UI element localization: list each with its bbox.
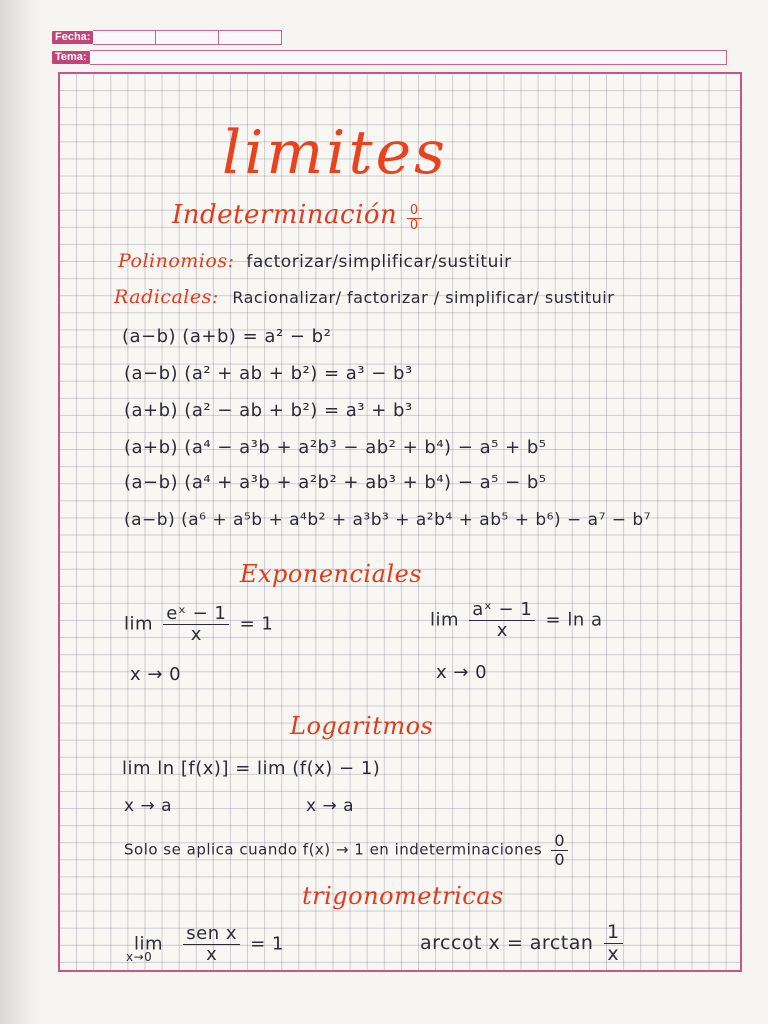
radicales-label: Radicales: (114, 286, 219, 308)
log-note-fraction: $\frac{0}{0}$ (551, 832, 568, 868)
log-note: Solo se aplica cuando f(x) → 1 en indeterminaciones $\frac{0}{0}$ (124, 832, 572, 868)
log-limit-subscript-2: x → a (306, 796, 355, 816)
logaritmos-heading: Logaritmos (290, 712, 434, 740)
radicales-text: Racionalizar/ factorizar / simplificar/ sustituir (232, 288, 615, 307)
polinomios-label: Polinomios: (118, 250, 235, 272)
identity-line: (a−b) (a⁶ + a⁵b + a⁴b² + a³b³ + a²b⁴ + ab⁵ + b⁶) − a⁷ − b⁷ (124, 510, 652, 530)
tema-box (90, 50, 727, 65)
exp-limit-2-fraction: $\frac{\text{aˣ − 1}}{x}$ (469, 600, 535, 641)
fecha-box-day (93, 30, 156, 45)
exp-limit-2-subscript: x → 0 (436, 662, 488, 683)
trig-limit-fraction: $\frac{\text{sen x}}{x}$ (183, 924, 240, 965)
identity-line: (a−b) (a+b) = a² − b² (122, 326, 332, 347)
log-limit-subscript-1: x → a (124, 796, 173, 816)
fecha-box-month (156, 30, 219, 45)
exp-limit-1-subscript: x → 0 (130, 664, 182, 685)
tema-row (52, 50, 727, 65)
indeterminacion-fraction: $\frac{0}{0}$ (407, 204, 422, 234)
identity-line: (a+b) (a² − ab + b²) = a³ + b³ (124, 400, 413, 421)
log-limit-formula: lim ln [f(x)] = lim (f(x) − 1) (122, 758, 381, 779)
exponenciales-heading: Exponenciales (240, 560, 423, 588)
arccot-fraction: $\frac{1}{x}$ (604, 922, 623, 965)
identity-line: (a−b) (a⁴ + a³b + a²b² + ab³ + b⁴) − a⁵ − b⁵ (124, 472, 547, 493)
trigonometricas-heading: trigonometricas (302, 882, 504, 910)
exp-limit-1-fraction: $\frac{\text{eˣ − 1}}{x}$ (163, 604, 229, 645)
polinomios-row (118, 250, 512, 272)
arccot-identity: arccot x = arctan $\frac{1}{x}$ (420, 922, 627, 965)
exp-limit-1: lim $\frac{\text{eˣ − 1}}{x}$ = 1 (124, 603, 274, 645)
indeterminacion-heading: Indeterminación (172, 200, 398, 230)
page-edge-shadow (0, 0, 40, 1024)
trig-limit: lim $\frac{\text{sen x}}{x}$ = 1 (134, 923, 285, 965)
fecha-box-year (219, 30, 282, 45)
tema-label: Tema: (52, 51, 90, 64)
page-title: limites (222, 118, 448, 188)
fecha-row (52, 30, 282, 45)
trig-limit-subscript: x→0 (126, 950, 153, 964)
identity-line: (a+b) (a⁴ − a³b + a²b³ − ab² + b⁴) − a⁵ + b⁵ (124, 437, 547, 458)
fecha-label: Fecha: (52, 31, 93, 44)
polinomios-text: factorizar/simplificar/sustituir (246, 252, 512, 272)
identity-line: (a−b) (a² + ab + b²) = a³ − b³ (124, 363, 413, 384)
exp-limit-2: lim $\frac{\text{aˣ − 1}}{x}$ = ln a (430, 599, 603, 641)
indeterminacion-heading-row (172, 200, 426, 233)
radicales-row (114, 286, 614, 308)
